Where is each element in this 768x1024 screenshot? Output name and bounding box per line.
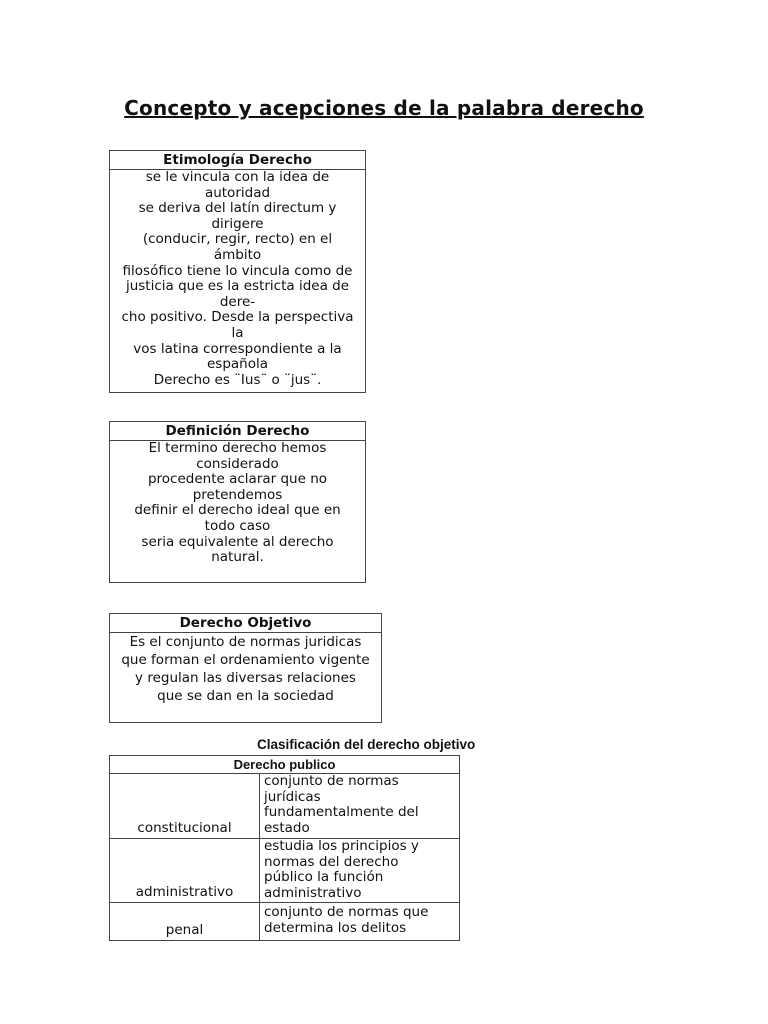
definicion-line: seria equivalente al derecho xyxy=(141,533,334,550)
etimologia-line: ámbito xyxy=(213,246,262,263)
row-desc xyxy=(260,774,460,839)
etimologia-line: filosófico tiene lo vincula como de xyxy=(122,262,353,279)
row-desc-line: determina los delitos xyxy=(264,919,407,936)
definicion-line: todo caso xyxy=(204,517,271,534)
objetivo-line: que se dan en la sociedad xyxy=(157,688,334,704)
etimologia-body xyxy=(110,170,365,388)
etimologia-line: dere- xyxy=(219,293,256,310)
etimologia-line: autoridad xyxy=(204,184,271,201)
row-name: administrativo xyxy=(110,839,260,903)
definicion-box xyxy=(109,421,366,583)
row-desc-line: administrativo xyxy=(264,884,362,901)
definicion-line: pretendemos xyxy=(192,486,283,503)
etimologia-line: dirigere xyxy=(211,215,264,232)
row-desc-line: estado xyxy=(264,819,310,836)
clasificacion-title: Clasificación del derecho objetivo xyxy=(257,737,476,752)
definicion-line: procedente aclarar que no xyxy=(147,471,328,488)
definicion-body xyxy=(110,441,365,566)
etimologia-line: justicia que es la estricta idea de xyxy=(125,278,350,295)
row-desc-line: público la función xyxy=(264,869,384,886)
definicion-header: Definición Derecho xyxy=(110,422,365,441)
etimologia-box xyxy=(109,150,366,393)
definicion-line: natural. xyxy=(211,549,264,566)
clasificacion-header: Derecho publico xyxy=(110,756,460,774)
row-name: penal xyxy=(110,903,260,941)
row-desc-line: normas del derecho xyxy=(264,853,399,870)
etimologia-line: la xyxy=(231,324,244,341)
row-desc-line: conjunto de normas xyxy=(264,773,399,789)
definicion-line: El termino derecho hemos xyxy=(148,440,327,456)
etimologia-line: vos latina correspondiente a la xyxy=(133,340,342,357)
objetivo-header: Derecho Objetivo xyxy=(110,614,381,633)
row-desc-line: conjunto de normas que xyxy=(264,904,429,920)
etimologia-header: Etimología Derecho xyxy=(110,151,365,170)
row-desc-line: jurídicas xyxy=(264,788,321,805)
row-desc xyxy=(260,903,460,941)
objetivo-line: y regulan las diversas relaciones xyxy=(135,670,356,686)
etimologia-line: cho positivo. Desde la perspectiva xyxy=(121,309,354,326)
definicion-line: definir el derecho ideal que en xyxy=(134,502,341,519)
etimologia-line: Derecho es ¨Ius¨ o ¨jus¨. xyxy=(153,371,322,388)
row-desc-line: estudia los principios y xyxy=(264,838,419,854)
etimologia-line: española xyxy=(206,356,269,373)
etimologia-line: se deriva del latín directum y xyxy=(138,200,337,217)
page-title: Concepto y acepciones de la palabra derecho xyxy=(124,96,644,120)
row-name: constitucional xyxy=(110,774,260,839)
objetivo-line: Es el conjunto de normas juridicas xyxy=(129,634,362,650)
definicion-line: considerado xyxy=(196,455,279,472)
table-row xyxy=(110,839,460,903)
objetivo-box xyxy=(109,613,382,723)
row-desc xyxy=(260,839,460,903)
clasificacion-table xyxy=(109,755,460,941)
row-desc-line: fundamentalmente del xyxy=(264,804,419,821)
etimologia-line: se le vincula con la idea de xyxy=(145,169,330,185)
table-row xyxy=(110,774,460,839)
objetivo-line: que forman el ordenamiento vigente xyxy=(121,652,370,668)
objetivo-body xyxy=(110,633,381,705)
table-row xyxy=(110,903,460,941)
etimologia-line: (conducir, regir, recto) en el xyxy=(142,231,333,248)
